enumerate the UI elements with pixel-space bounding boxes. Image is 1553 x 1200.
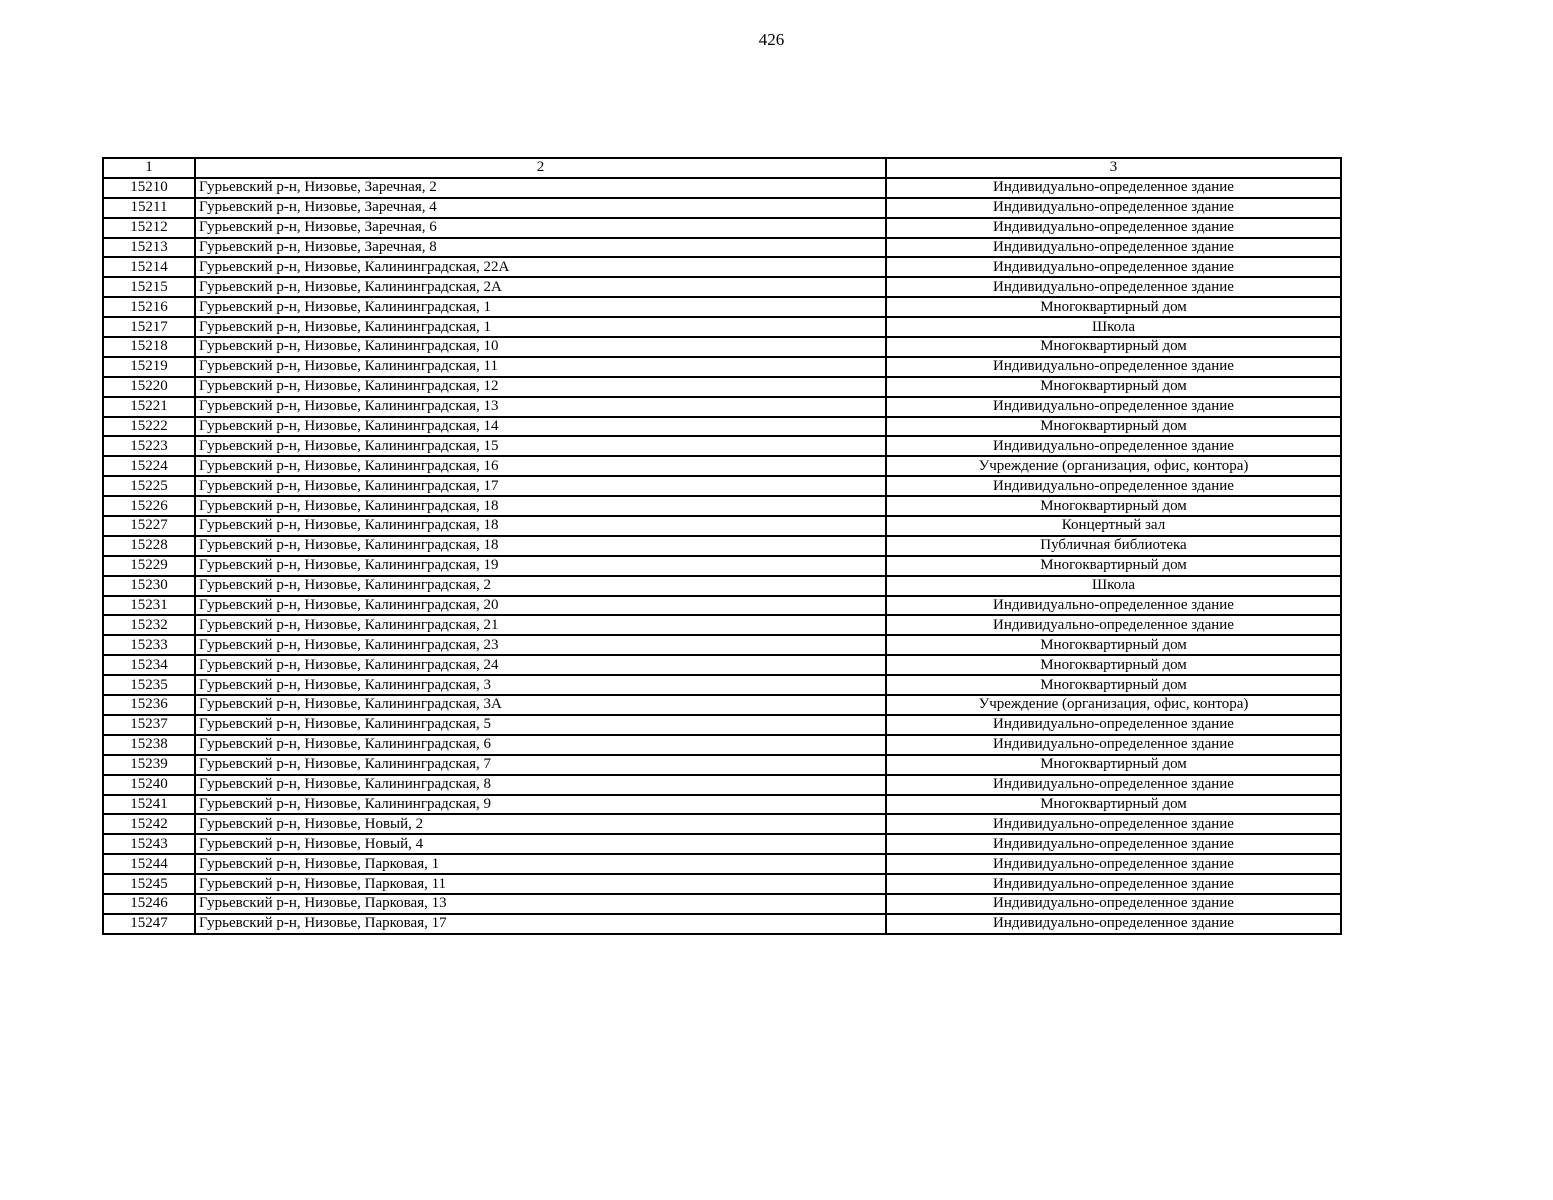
address-cell: Гурьевский р-н, Низовье, Калининградская, 6 [195,735,886,755]
record-number-cell: 15210 [103,178,195,198]
record-number-cell: 15221 [103,397,195,417]
object-type-cell: Многоквартирный дом [886,337,1341,357]
record-number-cell: 15229 [103,556,195,576]
object-type-cell: Индивидуально-определенное здание [886,874,1341,894]
object-type-cell: Индивидуально-определенное здание [886,198,1341,218]
address-cell: Гурьевский р-н, Низовье, Калининградская, 1 [195,317,886,337]
registry-table [102,157,1342,935]
record-number-cell: 15237 [103,715,195,735]
record-number-cell: 15245 [103,874,195,894]
table-row [103,516,1341,536]
object-type-cell: Многоквартирный дом [886,755,1341,775]
object-type-cell: Индивидуально-определенное здание [886,357,1341,377]
table-row [103,874,1341,894]
object-type-cell: Индивидуально-определенное здание [886,775,1341,795]
table-row [103,198,1341,218]
table-row [103,277,1341,297]
object-type-cell: Индивидуально-определенное здание [886,735,1341,755]
table-row [103,397,1341,417]
address-cell: Гурьевский р-н, Низовье, Калининградская, 19 [195,556,886,576]
table-header-row [103,158,1341,178]
table-row [103,218,1341,238]
address-cell: Гурьевский р-н, Низовье, Калининградская, 3А [195,695,886,715]
object-type-cell: Индивидуально-определенное здание [886,615,1341,635]
table-row [103,795,1341,815]
object-type-cell: Учреждение (организация, офис, контора) [886,695,1341,715]
address-cell: Гурьевский р-н, Низовье, Калининградская, 18 [195,496,886,516]
object-type-cell: Индивидуально-определенное здание [886,178,1341,198]
record-number-cell: 15233 [103,635,195,655]
address-cell: Гурьевский р-н, Низовье, Заречная, 4 [195,198,886,218]
table-row [103,178,1341,198]
table-row [103,814,1341,834]
object-type-cell: Многоквартирный дом [886,417,1341,437]
record-number-cell: 15235 [103,675,195,695]
object-type-cell: Многоквартирный дом [886,377,1341,397]
address-cell: Гурьевский р-н, Низовье, Калининградская, 22А [195,257,886,277]
object-type-cell: Индивидуально-определенное здание [886,257,1341,277]
address-cell: Гурьевский р-н, Низовье, Парковая, 17 [195,914,886,934]
address-cell: Гурьевский р-н, Низовье, Калининградская, 13 [195,397,886,417]
object-type-cell: Концертный зал [886,516,1341,536]
record-number-cell: 15223 [103,436,195,456]
table-row [103,456,1341,476]
object-type-cell: Публичная библиотека [886,536,1341,556]
address-cell: Гурьевский р-н, Низовье, Калининградская, 18 [195,536,886,556]
address-cell: Гурьевский р-н, Низовье, Калининградская, 7 [195,755,886,775]
column-header-1: 1 [103,158,195,178]
object-type-cell: Многоквартирный дом [886,496,1341,516]
address-cell: Гурьевский р-н, Низовье, Парковая, 11 [195,874,886,894]
address-cell: Гурьевский р-н, Низовье, Калининградская, 18 [195,516,886,536]
table-body [103,158,1341,934]
address-cell: Гурьевский р-н, Низовье, Калининградская, 24 [195,655,886,675]
table-row [103,556,1341,576]
record-number-cell: 15228 [103,536,195,556]
table-row [103,755,1341,775]
record-number-cell: 15218 [103,337,195,357]
record-number-cell: 15244 [103,854,195,874]
object-type-cell: Индивидуально-определенное здание [886,436,1341,456]
object-type-cell: Школа [886,317,1341,337]
address-cell: Гурьевский р-н, Низовье, Парковая, 1 [195,854,886,874]
record-number-cell: 15242 [103,814,195,834]
table-row [103,317,1341,337]
address-cell: Гурьевский р-н, Низовье, Заречная, 8 [195,238,886,258]
address-cell: Гурьевский р-н, Низовье, Калининградская, 23 [195,635,886,655]
record-number-cell: 15215 [103,277,195,297]
record-number-cell: 15222 [103,417,195,437]
record-number-cell: 15225 [103,476,195,496]
object-type-cell: Индивидуально-определенное здание [886,397,1341,417]
table-row [103,496,1341,516]
record-number-cell: 15227 [103,516,195,536]
address-cell: Гурьевский р-н, Низовье, Парковая, 13 [195,894,886,914]
object-type-cell: Многоквартирный дом [886,675,1341,695]
record-number-cell: 15211 [103,198,195,218]
column-header-3: 3 [886,158,1341,178]
address-cell: Гурьевский р-н, Низовье, Калининградская, 8 [195,775,886,795]
table-row [103,775,1341,795]
object-type-cell: Индивидуально-определенное здание [886,834,1341,854]
table-row [103,914,1341,934]
record-number-cell: 15231 [103,596,195,616]
table-row [103,576,1341,596]
address-cell: Гурьевский р-н, Низовье, Калининградская, 5 [195,715,886,735]
table-row [103,735,1341,755]
object-type-cell: Многоквартирный дом [886,297,1341,317]
address-cell: Гурьевский р-н, Низовье, Калининградская, 9 [195,795,886,815]
object-type-cell: Многоквартирный дом [886,635,1341,655]
address-cell: Гурьевский р-н, Низовье, Калининградская, 15 [195,436,886,456]
record-number-cell: 15224 [103,456,195,476]
record-number-cell: 15226 [103,496,195,516]
address-cell: Гурьевский р-н, Низовье, Калининградская, 2А [195,277,886,297]
table-row [103,297,1341,317]
table-row [103,476,1341,496]
record-number-cell: 15241 [103,795,195,815]
address-cell: Гурьевский р-н, Низовье, Заречная, 2 [195,178,886,198]
object-type-cell: Многоквартирный дом [886,556,1341,576]
page-number: 426 [758,30,785,49]
record-number-cell: 15213 [103,238,195,258]
record-number-cell: 15246 [103,894,195,914]
table-row [103,715,1341,735]
table-row [103,834,1341,854]
object-type-cell: Учреждение (организация, офис, контора) [886,456,1341,476]
object-type-cell: Индивидуально-определенное здание [886,814,1341,834]
object-type-cell: Индивидуально-определенное здание [886,596,1341,616]
record-number-cell: 15243 [103,834,195,854]
address-cell: Гурьевский р-н, Низовье, Калининградская, 1 [195,297,886,317]
address-cell: Гурьевский р-н, Низовье, Заречная, 6 [195,218,886,238]
address-cell: Гурьевский р-н, Низовье, Калининградская, 3 [195,675,886,695]
address-cell: Гурьевский р-н, Низовье, Калининградская, 17 [195,476,886,496]
table-row [103,635,1341,655]
table-row [103,238,1341,258]
record-number-cell: 15247 [103,914,195,934]
object-type-cell: Многоквартирный дом [886,795,1341,815]
record-number-cell: 15219 [103,357,195,377]
record-number-cell: 15234 [103,655,195,675]
table-row [103,854,1341,874]
table-row [103,655,1341,675]
record-number-cell: 15240 [103,775,195,795]
record-number-cell: 15232 [103,615,195,635]
table-row [103,436,1341,456]
table-row [103,695,1341,715]
record-number-cell: 15212 [103,218,195,238]
record-number-cell: 15238 [103,735,195,755]
object-type-cell: Школа [886,576,1341,596]
column-header-2: 2 [195,158,886,178]
object-type-cell: Индивидуально-определенное здание [886,715,1341,735]
record-number-cell: 15239 [103,755,195,775]
object-type-cell: Многоквартирный дом [886,655,1341,675]
address-cell: Гурьевский р-н, Низовье, Калининградская, 10 [195,337,886,357]
table-row [103,615,1341,635]
record-number-cell: 15236 [103,695,195,715]
record-number-cell: 15230 [103,576,195,596]
address-cell: Гурьевский р-н, Низовье, Калининградская, 20 [195,596,886,616]
record-number-cell: 15214 [103,257,195,277]
table-row [103,357,1341,377]
address-cell: Гурьевский р-н, Низовье, Новый, 4 [195,834,886,854]
address-cell: Гурьевский р-н, Низовье, Калининградская, 2 [195,576,886,596]
address-cell: Гурьевский р-н, Низовье, Калининградская, 21 [195,615,886,635]
object-type-cell: Индивидуально-определенное здание [886,476,1341,496]
address-cell: Гурьевский р-н, Низовье, Калининградская, 11 [195,357,886,377]
record-number-cell: 15217 [103,317,195,337]
address-cell: Гурьевский р-н, Низовье, Новый, 2 [195,814,886,834]
table-row [103,257,1341,277]
address-cell: Гурьевский р-н, Низовье, Калининградская, 16 [195,456,886,476]
address-cell: Гурьевский р-н, Низовье, Калининградская, 14 [195,417,886,437]
address-cell: Гурьевский р-н, Низовье, Калининградская, 12 [195,377,886,397]
table-row [103,894,1341,914]
table-row [103,675,1341,695]
table-row [103,337,1341,357]
record-number-cell: 15216 [103,297,195,317]
table-row [103,417,1341,437]
object-type-cell: Индивидуально-определенное здание [886,894,1341,914]
object-type-cell: Индивидуально-определенное здание [886,218,1341,238]
table-row [103,596,1341,616]
object-type-cell: Индивидуально-определенное здание [886,277,1341,297]
object-type-cell: Индивидуально-определенное здание [886,914,1341,934]
table-row [103,377,1341,397]
table-row [103,536,1341,556]
object-type-cell: Индивидуально-определенное здание [886,238,1341,258]
object-type-cell: Индивидуально-определенное здание [886,854,1341,874]
record-number-cell: 15220 [103,377,195,397]
